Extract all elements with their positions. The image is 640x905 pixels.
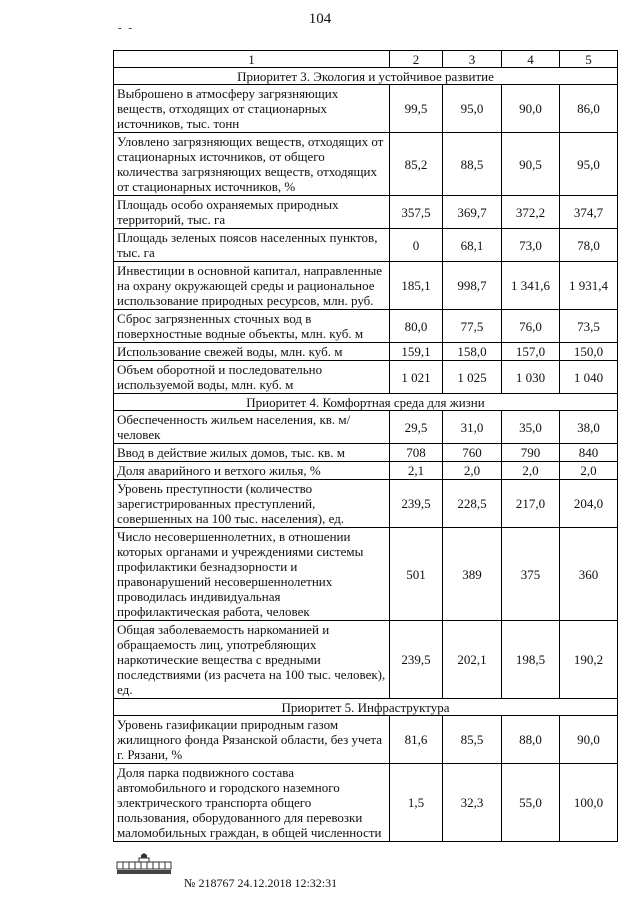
indicator-value: 185,1 (390, 262, 443, 310)
indicator-label: Уловлено загрязняющих веществ, отходящих от стационарных источников, от общего количества загрязняющих веществ, отходящих от стационарных источников, % (114, 133, 390, 196)
indicator-value: 88,5 (443, 133, 502, 196)
indicator-value: 95,0 (560, 133, 618, 196)
table-row (114, 716, 618, 764)
indicator-value: 81,6 (390, 716, 443, 764)
indicator-value: 2,0 (502, 462, 560, 480)
indicator-value: 78,0 (560, 229, 618, 262)
indicator-value: 0 (390, 229, 443, 262)
indicator-value: 90,0 (560, 716, 618, 764)
government-emblem-icon (115, 853, 173, 875)
indicator-value: 38,0 (560, 411, 618, 444)
table-row (114, 262, 618, 310)
indicator-value: 31,0 (443, 411, 502, 444)
section-title: Приоритет 5. Инфраструктура (114, 699, 618, 716)
indicator-label: Уровень газификации природным газом жилищного фонда Рязанской области, без учета г. Рязани, % (114, 716, 390, 764)
table-row (114, 361, 618, 394)
indicator-value: 204,0 (560, 480, 618, 528)
indicator-label: Площадь особо охраняемых природных территорий, тыс. га (114, 196, 390, 229)
indicator-value: 1 025 (443, 361, 502, 394)
table-row (114, 133, 618, 196)
indicator-value: 90,5 (502, 133, 560, 196)
section-row (114, 394, 618, 411)
indicator-value: 760 (443, 444, 502, 462)
indicator-value: 372,2 (502, 196, 560, 229)
indicator-label: Использование свежей воды, млн. куб. м (114, 343, 390, 361)
indicator-value: 86,0 (560, 85, 618, 133)
indicator-value: 708 (390, 444, 443, 462)
indicator-value: 80,0 (390, 310, 443, 343)
indicator-value: 85,5 (443, 716, 502, 764)
indicator-value: 150,0 (560, 343, 618, 361)
table-row (114, 462, 618, 480)
table-row (114, 229, 618, 262)
indicator-value: 73,0 (502, 229, 560, 262)
corner-mark: - - (118, 22, 135, 34)
table-header-row (114, 51, 618, 68)
indicator-value: 68,1 (443, 229, 502, 262)
table-row (114, 310, 618, 343)
indicator-value: 790 (502, 444, 560, 462)
table-row (114, 411, 618, 444)
indicator-value: 1 341,6 (502, 262, 560, 310)
indicator-value: 99,5 (390, 85, 443, 133)
indicator-value: 501 (390, 528, 443, 621)
indicator-value: 357,5 (390, 196, 443, 229)
indicator-label: Ввод в действие жилых домов, тыс. кв. м (114, 444, 390, 462)
indicator-value: 95,0 (443, 85, 502, 133)
indicator-value: 360 (560, 528, 618, 621)
indicator-value: 157,0 (502, 343, 560, 361)
indicator-value: 840 (560, 444, 618, 462)
indicator-value: 2,0 (560, 462, 618, 480)
indicator-value: 228,5 (443, 480, 502, 528)
column-header: 1 (114, 51, 390, 68)
indicator-value: 76,0 (502, 310, 560, 343)
indicator-value: 239,5 (390, 480, 443, 528)
indicator-value: 88,0 (502, 716, 560, 764)
table-row (114, 621, 618, 699)
column-header: 5 (560, 51, 618, 68)
indicator-value: 55,0 (502, 764, 560, 842)
table-row (114, 528, 618, 621)
indicator-label: Сброс загрязненных сточных вод в поверхностные водные объекты, млн. куб. м (114, 310, 390, 343)
table-row (114, 343, 618, 361)
indicator-value: 2,1 (390, 462, 443, 480)
indicator-label: Объем оборотной и последовательно используемой воды, млн. куб. м (114, 361, 390, 394)
table-row (114, 480, 618, 528)
indicator-value: 1 931,4 (560, 262, 618, 310)
indicator-value: 85,2 (390, 133, 443, 196)
indicator-label: Обеспеченность жильем населения, кв. м/ человек (114, 411, 390, 444)
table-row (114, 444, 618, 462)
column-header: 4 (502, 51, 560, 68)
indicator-label: Число несовершеннолетних, в отношении которых органами и учреждениями системы профилактики безнадзорности и правонарушений несовершеннолетних проводилась индивидуальная профилактическая работа, человек (114, 528, 390, 621)
document-code: № 218767 24.12.2018 12:32:31 (184, 876, 338, 890)
indicator-value: 29,5 (390, 411, 443, 444)
table-row (114, 764, 618, 842)
indicator-label: Доля парка подвижного состава автомобильного и городского наземного электрического транспорта общего пользования, оборудованного для перевозки маломобильных граждан, в общей численности (114, 764, 390, 842)
indicator-value: 158,0 (443, 343, 502, 361)
indicator-value: 1,5 (390, 764, 443, 842)
indicator-value: 35,0 (502, 411, 560, 444)
section-title: Приоритет 3. Экология и устойчивое развитие (114, 68, 618, 85)
section-row (114, 699, 618, 716)
indicator-value: 100,0 (560, 764, 618, 842)
indicator-label: Общая заболеваемость наркоманией и обращаемость лиц, употребляющих наркотические вещества с вредными последствиями (из расчета на 100 тыс. человек), ед. (114, 621, 390, 699)
table-row (114, 85, 618, 133)
indicator-value: 32,3 (443, 764, 502, 842)
indicator-value: 375 (502, 528, 560, 621)
indicator-label: Инвестиции в основной капитал, направленные на охрану окружающей среды и рациональное использование природных ресурсов, млн. руб. (114, 262, 390, 310)
page-number: 104 (308, 11, 332, 27)
indicator-value: 998,7 (443, 262, 502, 310)
indicator-value: 2,0 (443, 462, 502, 480)
indicator-value: 90,0 (502, 85, 560, 133)
indicator-value: 374,7 (560, 196, 618, 229)
indicator-label: Доля аварийного и ветхого жилья, % (114, 462, 390, 480)
indicator-label: Площадь зеленых поясов населенных пунктов, тыс. га (114, 229, 390, 262)
indicator-value: 77,5 (443, 310, 502, 343)
column-header: 2 (390, 51, 443, 68)
indicators-table (113, 50, 618, 842)
indicator-label: Выброшено в атмосферу загрязняющих веществ, отходящих от стационарных источников, тыс. тонн (114, 85, 390, 133)
indicator-value: 217,0 (502, 480, 560, 528)
indicator-value: 1 021 (390, 361, 443, 394)
indicator-value: 198,5 (502, 621, 560, 699)
indicator-value: 1 040 (560, 361, 618, 394)
indicator-value: 159,1 (390, 343, 443, 361)
indicator-label: Уровень преступности (количество зарегистрированных преступлений, совершенных на 100 тыс. населения), ед. (114, 480, 390, 528)
column-header: 3 (443, 51, 502, 68)
section-row (114, 68, 618, 85)
section-title: Приоритет 4. Комфортная среда для жизни (114, 394, 618, 411)
indicator-value: 389 (443, 528, 502, 621)
table-row (114, 196, 618, 229)
indicator-value: 1 030 (502, 361, 560, 394)
indicator-value: 202,1 (443, 621, 502, 699)
indicator-value: 190,2 (560, 621, 618, 699)
indicator-value: 73,5 (560, 310, 618, 343)
indicator-value: 239,5 (390, 621, 443, 699)
indicator-value: 369,7 (443, 196, 502, 229)
